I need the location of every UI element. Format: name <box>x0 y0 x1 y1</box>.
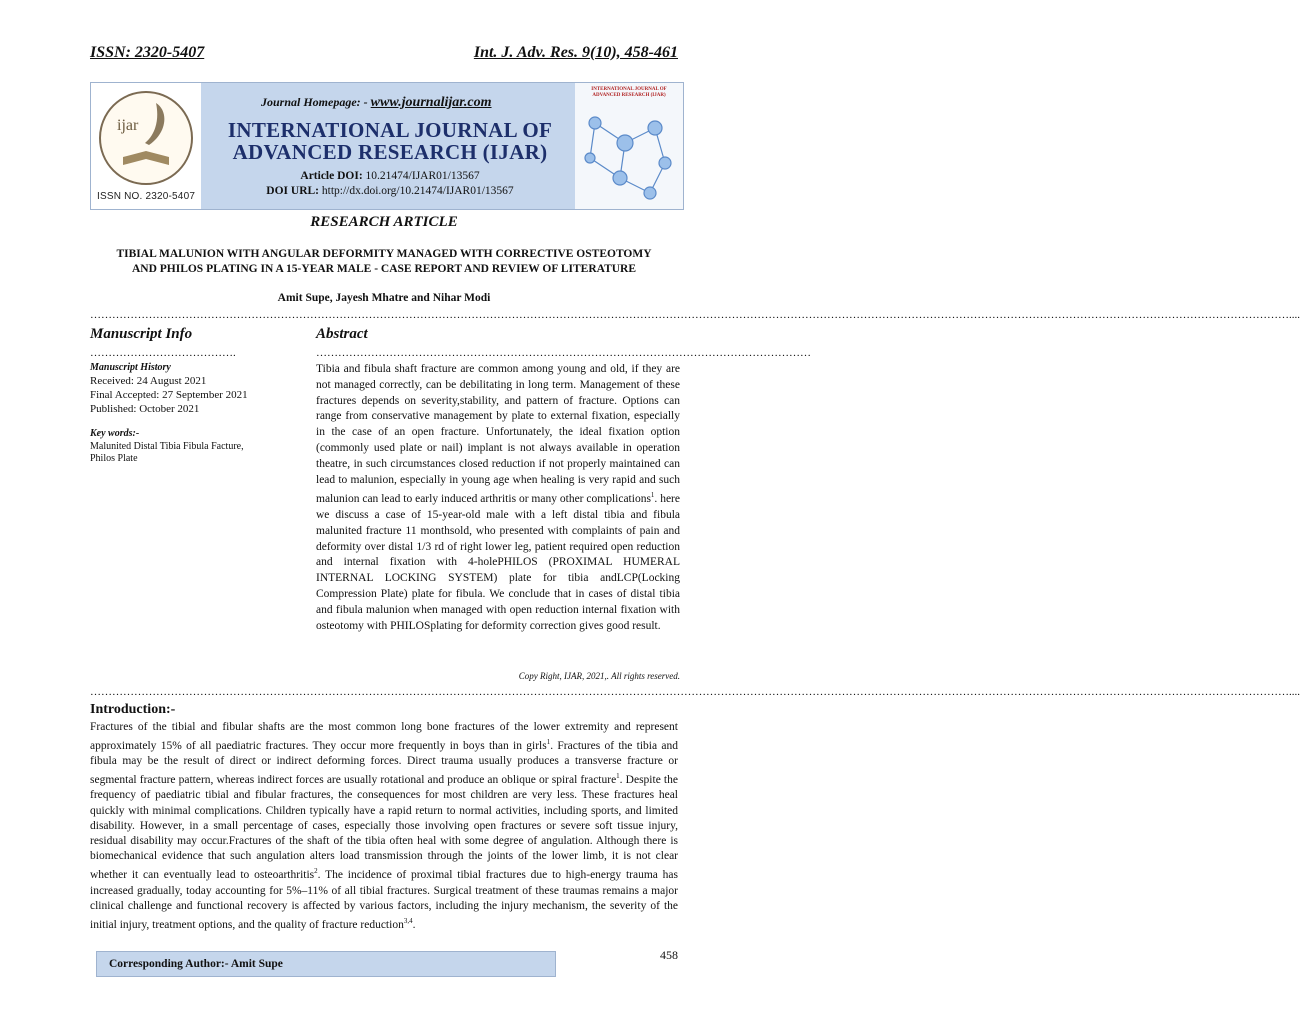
keywords-label: Key words:- <box>90 428 140 439</box>
published-date: Published: October 2021 <box>90 403 200 415</box>
logo-text: ijar <box>117 117 139 134</box>
doi-url-link[interactable]: http://dx.doi.org/10.21474/IJAR01/13567 <box>321 185 514 197</box>
citation-superscript: 1 <box>616 772 620 781</box>
paper-title <box>80 247 688 277</box>
page-number: 458 <box>660 948 678 962</box>
abstract-heading: Abstract <box>316 326 368 342</box>
journal-title-line2: ADVANCED RESEARCH (IJAR) <box>232 140 548 164</box>
article-doi-label: Article DOI: <box>300 170 363 182</box>
doi-url-label: DOI URL: <box>266 185 320 197</box>
corresponding-author: Corresponding Author:- Amit Supe <box>109 958 283 970</box>
journal-title-line1: INTERNATIONAL JOURNAL OF <box>227 118 553 142</box>
journal-homepage <box>261 95 492 111</box>
article-doi: 10.21474/IJAR01/13567 <box>365 170 480 182</box>
abstract-dots: ……………………………………………………………………………………………………………………… <box>316 347 811 359</box>
received-date: Received: 24 August 2021 <box>90 375 207 387</box>
citation-superscript: 1 <box>650 491 655 500</box>
journal-cover-image <box>575 83 683 209</box>
article-type: RESEARCH ARTICLE <box>310 214 458 230</box>
paper-title-line2: AND PHILOS PLATING IN A 15-YEAR MALE - CASE REPORT AND REVIEW OF LITERATURE <box>131 263 637 275</box>
journal-banner <box>90 82 684 210</box>
paper-title-line1: TIBIAL MALUNION WITH ANGULAR DEFORMITY MANAGED WITH CORRECTIVE OSTEOTOMY <box>116 248 652 260</box>
homepage-label: Journal Homepage: - <box>261 95 368 109</box>
accepted-date: Final Accepted: 27 September 2021 <box>90 389 248 401</box>
manuscript-info-dots: …………………………………. <box>90 347 236 359</box>
cover-title: INTERNATIONAL JOURNAL OF ADVANCED RESEARCH (IJAR) <box>591 87 667 98</box>
keywords: Malunited Distal Tibia Fibula Facture, Philos Plate <box>90 441 244 464</box>
abstract-text: Tibia and fibula shaft fracture are common among young and old, if they are not managed correctly, can be debilitating in long term. Management of these fractures depends on severity,stability, and pattern of fracture. Options can range from conservative management by plate to external fixation, especially in the case of an open fracture. Unfortunately, the ideal fixation option (commonly used plate or nail) implant is not always available in operation theatre, in such circumstances closed reduction if not properly maintained can lead to malunion, especially in young age when healing is very rapid and such malunion can lead to early induced arthritis or many other complications$^1$. here we discuss a case of 15-year-old male with a left distal tibia and fibula malunited fracture 11 monthsold, who presented with complaints of pain and deformity over distal 1/3 rd of right lower leg, patient required open reduction and internal fixation with 4-holePHILOS (PROXIMAL HUMERAL INTERNAL LOCKING SYSTEM) plate for tibia andLCP(Locking Compression Plate) plate for fibula. We conclude that in cases of distal tibia and fibula malunion when managed with open reduction internal fixation with osteotomy with PHILOSplating for deformity correction gives good result. <box>316 363 680 632</box>
introduction-text: Fractures of the tibial and fibular shafts are the most common long bone fractures of the lower extremity and represent approximately 15% of all paediatric fractures. They occur more frequently in boys than in girls$^1$. Fractures of the tibia and fibula may be the result of direct or indirect deforming forces. Direct trauma usually produces a transverse fracture or segmental fracture pattern, whereas indirect forces are usually rotational and produce an oblique or spiral fracture$^1$. Despite the frequency of paediatric tibial and fibular fractures, the consequences for most children are very less. These fractures heal quickly with minimal complications. Children typically have a rapid return to normal activities, including sports, and limited disability. However, in a small percentage of cases, especially those involving open fractures or severe soft tissue injury, residual disability may occur.Fractures of the shaft of the tibia often heal with some degree of angulation. Although there is biomechanical evidence that such angulation alters load transmission through the joints of the lower limb, it is not clear whether it can eventually lead to osteoarthritis$^2$. The incidence of proximal tibial fractures due to high-energy trauma has increased gradually, today accounting for 5%–11% of all tibial fractures. Surgical treatment of these traumas remains a major clinical challenge and functional recovery is affected by various factors, including the injury mechanism, the severity of the initial injury, treatment options, and the quality of fracture reduction$^{3,4}$. <box>90 721 678 931</box>
journal-logo <box>91 83 201 209</box>
citation-superscript: 1 <box>546 738 551 747</box>
separator-dots: ………………………………………………………………………………………………………………………………………………………………………………………………………………………………………………………………………………………………….... <box>90 309 1300 321</box>
copyright-notice: Copy Right, IJAR, 2021,. All rights reserved. <box>518 671 680 681</box>
citation-superscript: 2 <box>314 867 318 876</box>
logo-issn: ISSN NO. 2320-5407 <box>97 191 196 202</box>
issn-header: ISSN: 2320-5407 <box>90 44 205 61</box>
citation-superscript: 3,4 <box>403 916 413 925</box>
molecule-icon <box>575 83 683 209</box>
introduction-heading: Introduction:- <box>90 702 176 717</box>
separator-dots: ………………………………………………………………………………………………………………………………………………………………………………………………………………………………………………………………………………………………….... <box>90 686 1300 698</box>
manuscript-history-label: Manuscript History <box>90 362 171 373</box>
logo-emblem <box>99 91 193 185</box>
homepage-link[interactable]: www.journalijar.com <box>370 95 492 110</box>
corresponding-author-box <box>96 951 556 977</box>
manuscript-info-heading: Manuscript Info <box>90 326 193 342</box>
authors: Amit Supe, Jayesh Mhatre and Nihar Modi <box>277 292 491 304</box>
citation-header: Int. J. Adv. Res. 9(10), 458-461 <box>473 44 678 61</box>
journal-title <box>217 119 563 163</box>
quill-book-icon <box>101 93 191 183</box>
doi-block <box>217 169 563 199</box>
